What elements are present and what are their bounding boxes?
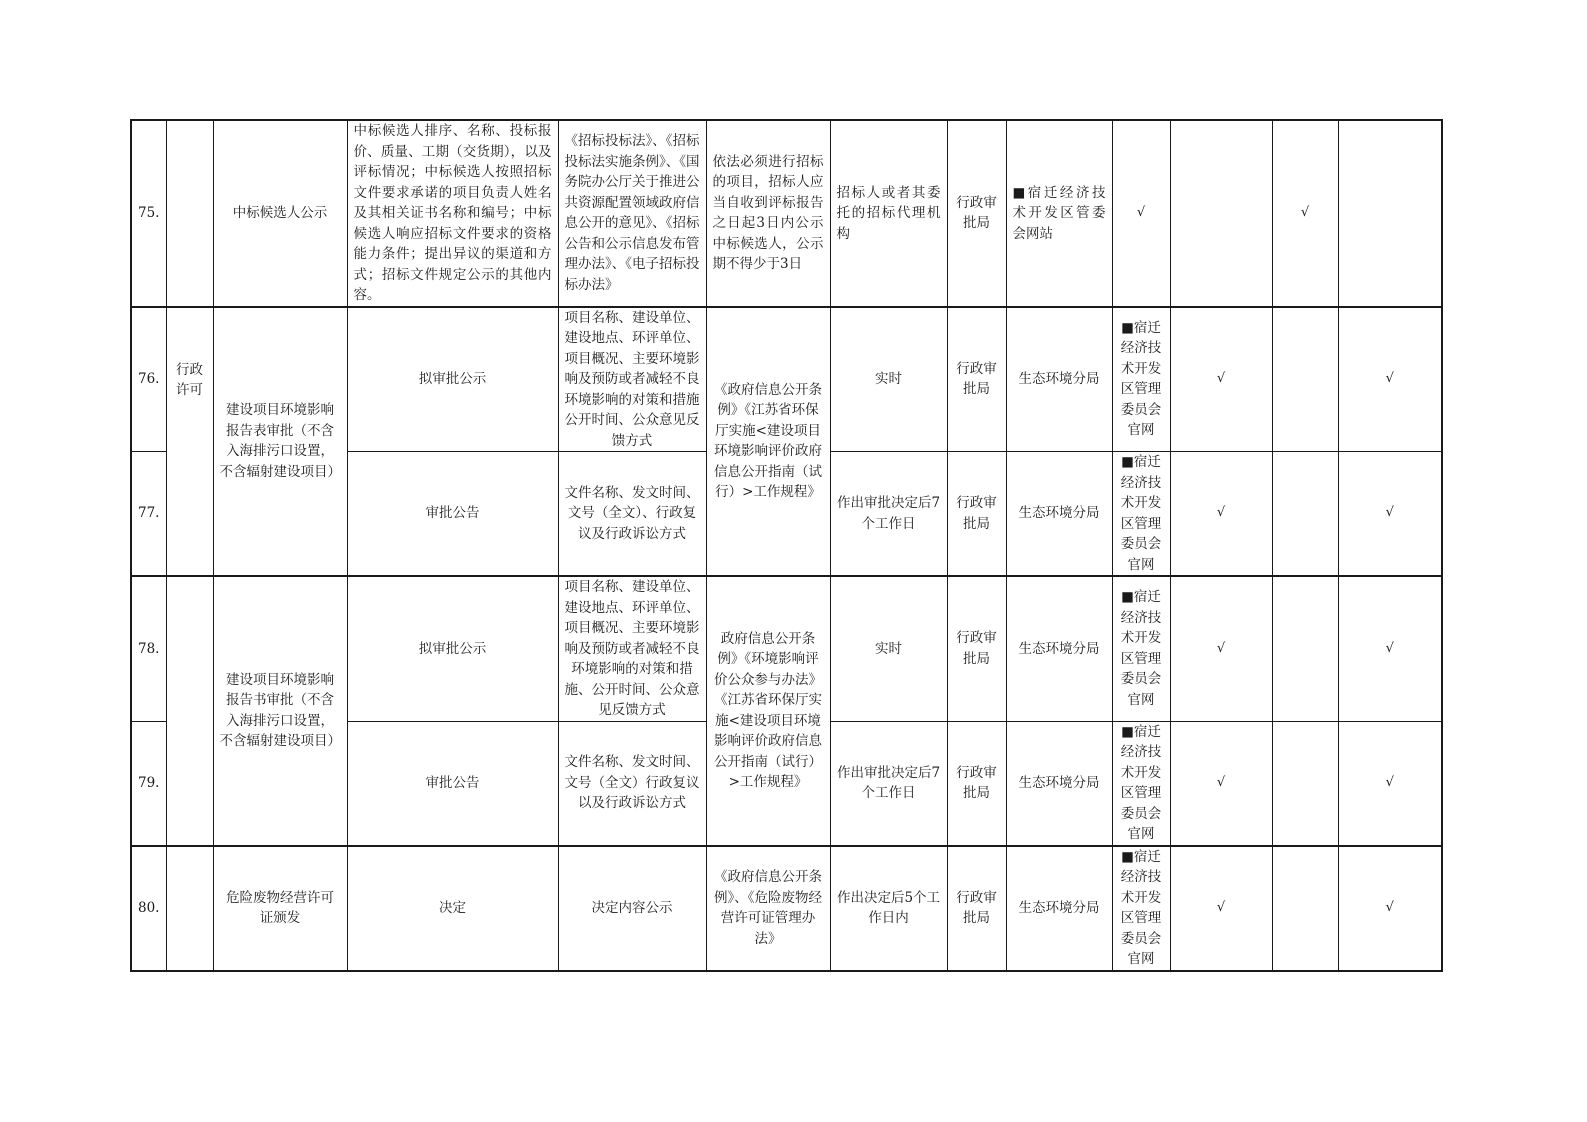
table-row — [131, 846, 1442, 971]
table-row — [131, 307, 1442, 452]
time-limit-cell: 作出决定后5个工作日内 — [830, 846, 947, 971]
row-number: 76. — [131, 307, 166, 452]
disclosure-content-cell: 中标候选人排序、名称、投标报价、质量、工期（交货期），以及评标情况；中标候选人按照招标文件要求承诺的项目负责人姓名及其相关证书名称和编号；中标候选人响应招标文件要求的资格能力条件；提出异议的渠道和方式；招标文件规定公示的其他内容。 — [347, 120, 558, 307]
legal-basis-cell: 《政府信息公开条例》、《危险废物经营许可证管理办法》 — [706, 846, 830, 971]
check-mark: √ — [1272, 120, 1338, 307]
time-limit-cell: 作出审批决定后7个工作日 — [830, 721, 947, 846]
row-number: 80. — [131, 846, 166, 971]
channel-cell: ■宿迁经济技术开发区管理委员会官网 — [1112, 576, 1170, 721]
disclosure-content-cell: 决定 — [347, 846, 558, 971]
check-mark: √ — [1338, 576, 1442, 721]
check-mark: √ — [1338, 846, 1442, 971]
row-number: 75. — [131, 120, 166, 307]
check-mark: √ — [1170, 576, 1272, 721]
disclosure-content-cell: 拟审批公示 — [347, 576, 558, 721]
basis-cell: 《招标投标法》、《招标投标法实施条例》、《国务院办公厅关于推进公共资源配置领域政府信息公开的意见》、《招标公告和公示信息发布管理办法》、《电子招标投标办法》 — [558, 120, 706, 307]
table-row — [131, 576, 1442, 721]
department-cell: 行政审批局 — [947, 120, 1006, 307]
subject-cell: 生态环境分局 — [1006, 576, 1112, 721]
check-mark-empty — [1272, 576, 1338, 721]
category-cell — [166, 846, 213, 971]
basis-cell: 文件名称、发文时间、文号（全文）、行政复议及行政诉讼方式 — [558, 452, 706, 577]
time-limit-cell: 依法必须进行招标的项目，招标人应当自收到评标报告之日起3日内公示中标候选人，公示期不得少于3日 — [706, 120, 830, 307]
row-number: 79. — [131, 721, 166, 846]
check-mark: √ — [1338, 307, 1442, 452]
subject-cell: 生态环境分局 — [1006, 846, 1112, 971]
basis-cell: 项目名称、建设单位、建设地点、环评单位、项目概况、主要环境影响及预防或者减轻不良环境影响的对策和措施公开时间、公众意见反馈方式 — [558, 307, 706, 452]
category-cell: 行政许可 — [166, 307, 213, 577]
disclosure-content-cell: 审批公告 — [347, 721, 558, 846]
department-cell: 行政审批局 — [947, 307, 1006, 452]
basis-cell: 项目名称、建设单位、建设地点、环评单位、项目概况、主要环境影响及预防或者减轻不良环境影响的对策和措施、公开时间、公众意见反馈方式 — [558, 576, 706, 721]
basis-cell: 文件名称、发文时间、文号（全文）行政复议以及行政诉讼方式 — [558, 721, 706, 846]
subject-cell: 生态环境分局 — [1006, 307, 1112, 452]
matter-cell: 中标候选人公示 — [213, 120, 347, 307]
check-mark: √ — [1170, 307, 1272, 452]
check-mark: √ — [1170, 452, 1272, 577]
channel-cell: ■宿迁经济技术开发区管委会网站 — [1006, 120, 1112, 307]
time-limit-cell: 实时 — [830, 576, 947, 721]
category-cell — [166, 576, 213, 846]
check-mark-empty — [1272, 307, 1338, 452]
check-mark-empty — [1338, 120, 1442, 307]
disclosure-table — [130, 119, 1443, 972]
check-mark-empty — [1272, 452, 1338, 577]
basis-cell: 决定内容公示 — [558, 846, 706, 971]
time-limit-cell: 实时 — [830, 307, 947, 452]
subject-cell: 招标人或者其委托的招标代理机构 — [830, 120, 947, 307]
check-mark: √ — [1338, 721, 1442, 846]
department-cell: 行政审批局 — [947, 576, 1006, 721]
matter-cell: 危险废物经营许可证颁发 — [213, 846, 347, 971]
department-cell: 行政审批局 — [947, 721, 1006, 846]
channel-cell: ■宿迁经济技术开发区管理委员会官网 — [1112, 452, 1170, 577]
check-mark-empty — [1170, 120, 1272, 307]
check-mark: √ — [1170, 721, 1272, 846]
check-mark: √ — [1338, 452, 1442, 577]
legal-basis-cell: 政府信息公开条例》《环境影响评价公众参与办法》《江苏省环保厅实施<建设项目环境影响评价政府信息公开指南（试行）>工作规程》 — [706, 576, 830, 846]
subject-cell: 生态环境分局 — [1006, 452, 1112, 577]
time-limit-cell: 作出审批决定后7个工作日 — [830, 452, 947, 577]
table-row — [131, 120, 1442, 307]
legal-basis-cell: 《政府信息公开条例》《江苏省环保厅实施<建设项目环境影响评价政府信息公开指南（试行）>工作规程》 — [706, 307, 830, 577]
row-number: 77. — [131, 452, 166, 577]
check-mark-empty — [1272, 721, 1338, 846]
disclosure-content-cell: 审批公告 — [347, 452, 558, 577]
check-mark: √ — [1112, 120, 1170, 307]
matter-cell: 建设项目环境影响报告书审批（不含入海排污口设置，不含辐射建设项目） — [213, 576, 347, 846]
department-cell: 行政审批局 — [947, 846, 1006, 971]
matter-cell: 建设项目环境影响报告表审批（不含入海排污口设置，不含辐射建设项目） — [213, 307, 347, 577]
channel-cell: ■宿迁经济技术开发区管理委员会官网 — [1112, 307, 1170, 452]
check-mark: √ — [1170, 846, 1272, 971]
category-cell — [166, 120, 213, 307]
check-mark-empty — [1272, 846, 1338, 971]
channel-cell: ■宿迁经济技术开发区管理委员会官网 — [1112, 846, 1170, 971]
row-number: 78. — [131, 576, 166, 721]
department-cell: 行政审批局 — [947, 452, 1006, 577]
channel-cell: ■宿迁经济技术开发区管理委员会官网 — [1112, 721, 1170, 846]
subject-cell: 生态环境分局 — [1006, 721, 1112, 846]
disclosure-content-cell: 拟审批公示 — [347, 307, 558, 452]
